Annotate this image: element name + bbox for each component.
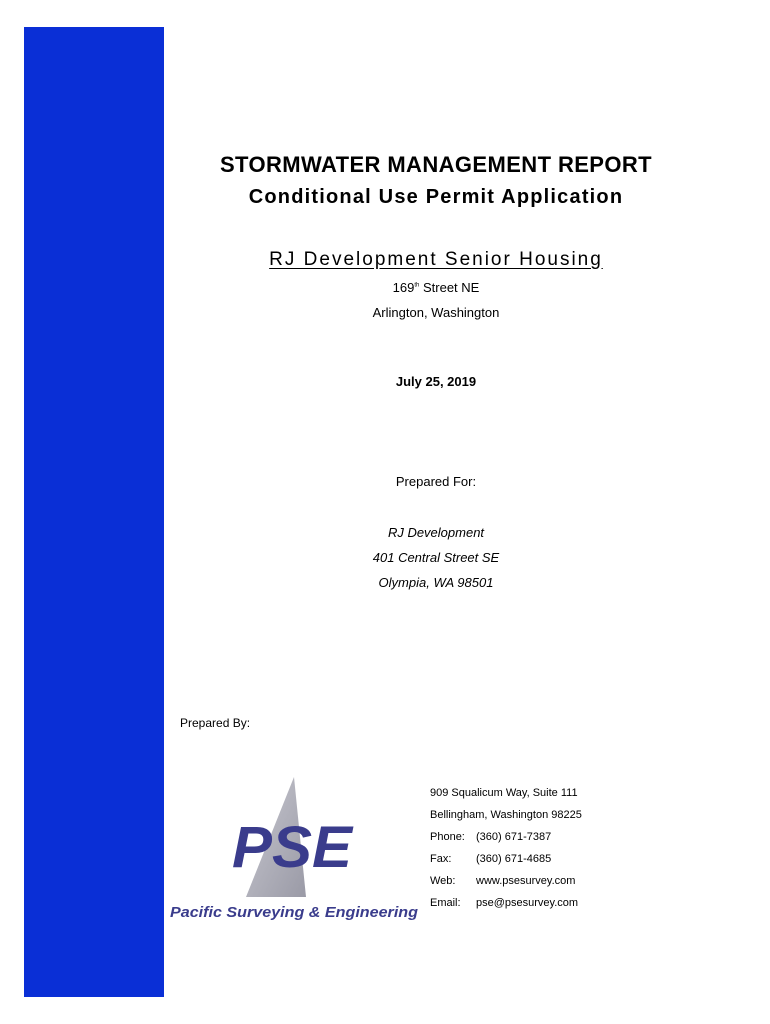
street-suffix: th bbox=[414, 282, 420, 289]
contact-block bbox=[430, 782, 582, 914]
address-line-1: 909 Squalicum Way, Suite 111 bbox=[430, 787, 578, 799]
client-name: RJ Development bbox=[387, 525, 485, 540]
project-city: Arlington, Washington bbox=[372, 305, 500, 320]
project-street bbox=[176, 280, 696, 295]
report-date: July 25, 2019 bbox=[395, 374, 477, 389]
client-block bbox=[176, 520, 696, 595]
logo-letters: PSE bbox=[232, 815, 355, 880]
pse-logo bbox=[168, 775, 428, 925]
report-subtitle: Conditional Use Permit Application bbox=[248, 186, 624, 208]
prepared-by-label: Prepared By: bbox=[180, 716, 251, 730]
prepared-for-label: Prepared For: bbox=[395, 474, 477, 489]
phone-label: Phone: bbox=[430, 831, 465, 843]
street-number: 169 bbox=[392, 280, 415, 295]
client-street: 401 Central Street SE bbox=[372, 550, 500, 565]
phone-value: (360) 671-7387 bbox=[476, 831, 552, 843]
blue-sidebar-band bbox=[24, 27, 164, 997]
client-city: Olympia, WA 98501 bbox=[378, 575, 494, 590]
phone-row bbox=[430, 826, 582, 848]
web-row bbox=[430, 870, 582, 892]
fax-label: Fax: bbox=[430, 853, 452, 865]
street-rest: Street NE bbox=[419, 280, 480, 295]
email-link[interactable]: pse@psesurvey.com bbox=[476, 897, 579, 909]
project-name: RJ Development Senior Housing bbox=[269, 249, 603, 270]
report-title: STORMWATER MANAGEMENT REPORT bbox=[219, 152, 653, 177]
email-label: Email: bbox=[430, 897, 461, 909]
email-row bbox=[430, 892, 582, 914]
fax-value: (360) 671-4685 bbox=[476, 853, 552, 865]
company-name: Pacific Surveying & Engineering bbox=[170, 904, 418, 921]
address-line-2: Bellingham, Washington 98225 bbox=[430, 809, 582, 821]
web-link[interactable]: www.psesurvey.com bbox=[476, 875, 576, 887]
web-label: Web: bbox=[430, 875, 456, 887]
fax-row bbox=[430, 848, 582, 870]
